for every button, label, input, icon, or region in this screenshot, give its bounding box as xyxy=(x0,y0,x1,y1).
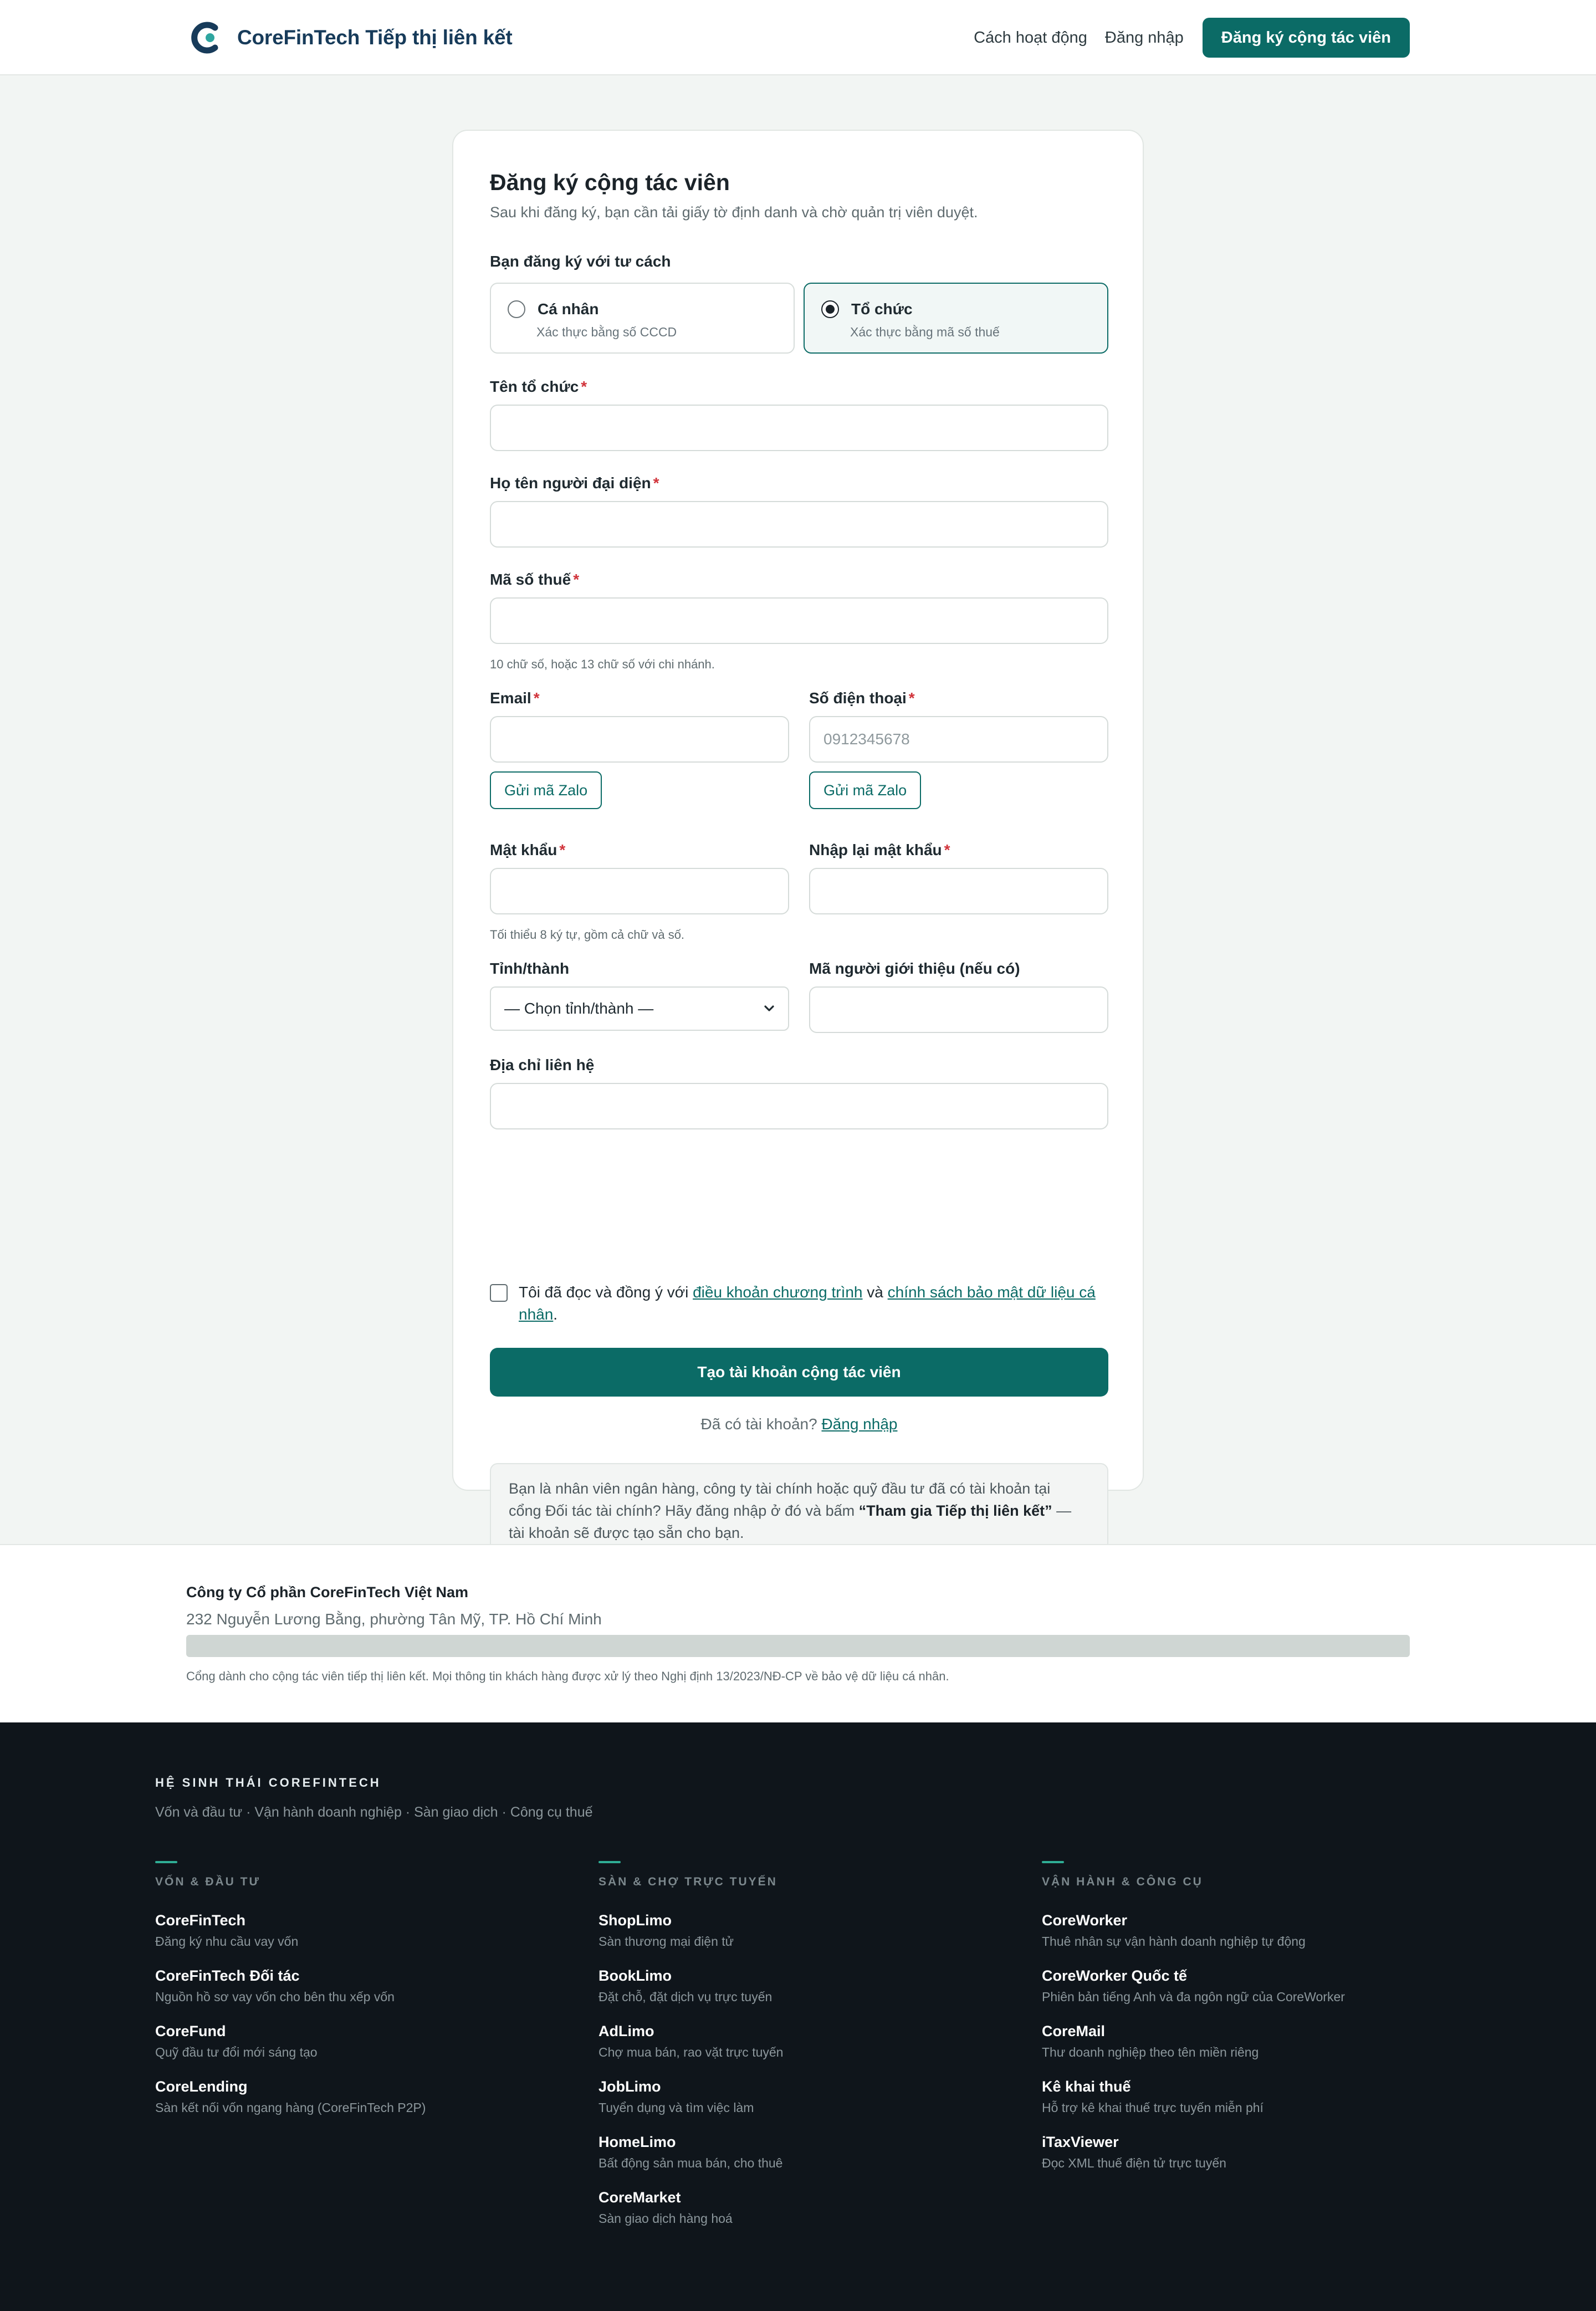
org-name-label xyxy=(490,378,587,396)
login-link[interactable]: Đăng nhập xyxy=(821,1415,898,1433)
ecosystem-item[interactable] xyxy=(155,1911,576,1951)
item-desc: Sàn giao dịch hàng hoá xyxy=(598,2211,733,2226)
item-desc: Chợ mua bán, rao vặt trực tuyến xyxy=(598,2045,784,2059)
province-label: Tỉnh/thành xyxy=(490,960,570,977)
terms-text xyxy=(519,1281,1108,1326)
item-name[interactable]: CoreLending xyxy=(155,2078,248,2095)
required-mark: * xyxy=(533,689,540,707)
required-mark: * xyxy=(944,841,950,858)
password-label xyxy=(490,841,565,859)
item-name[interactable]: CoreWorker Quốc tế xyxy=(1042,1967,1188,1984)
ecosystem-item[interactable] xyxy=(598,2077,1020,2117)
column-title: VẬN HÀNH & CÔNG CỤ xyxy=(1042,1875,1203,1888)
item-desc: Hỗ trợ kê khai thuế trực tuyến miễn phí xyxy=(1042,2100,1264,2115)
info-text-part: — tài khoản sẽ được tạo sẵn cho bạn. xyxy=(509,1502,1072,1541)
password-confirm-input[interactable] xyxy=(809,868,1108,914)
item-name[interactable]: CoreWorker xyxy=(1042,1912,1128,1929)
ecosystem-title: HỆ SINH THÁI COREFINTECH xyxy=(155,1776,381,1790)
item-name[interactable]: ShopLimo xyxy=(598,1912,672,1929)
ecosystem-item[interactable] xyxy=(155,1966,576,2006)
terms-program-link[interactable]: điều khoản chương trình xyxy=(693,1284,863,1301)
required-mark: * xyxy=(581,378,587,395)
ecosystem-item[interactable] xyxy=(155,2077,576,2117)
label-text: Mã số thuế xyxy=(490,571,571,588)
main-nav xyxy=(974,18,1410,58)
ecosystem-item[interactable] xyxy=(598,1966,1020,2006)
required-mark: * xyxy=(573,571,580,588)
company-address: 232 Nguyễn Lương Bằng, phường Tân Mỹ, TP. Hồ Chí Minh xyxy=(186,1610,602,1628)
role-label: Bạn đăng ký với tư cách xyxy=(490,253,671,270)
ecosystem-column-capital xyxy=(155,1861,576,2117)
ecosystem-subtitle: Vốn và đầu tư · Vận hành doanh nghiệp · Sàn giao dịch · Công cụ thuế xyxy=(155,1804,593,1820)
registration-card xyxy=(452,130,1144,1541)
ecosystem-column-operations xyxy=(1042,1861,1463,2172)
info-bold-text: “Tham gia Tiếp thị liên kết” xyxy=(858,1502,1052,1519)
required-mark: * xyxy=(653,474,659,492)
terms-suffix: . xyxy=(553,1306,558,1323)
ecosystem-item[interactable] xyxy=(1042,2022,1463,2062)
role-option-organization[interactable] xyxy=(804,283,1108,354)
form-title: Đăng ký cộng tác viên xyxy=(490,170,730,195)
label-text: Mật khẩu xyxy=(490,841,557,858)
role-title: Cá nhân xyxy=(538,300,599,318)
role-description: Xác thực bằng mã số thuế xyxy=(850,325,1000,339)
item-name[interactable]: AdLimo xyxy=(598,2023,654,2039)
org-name-input[interactable] xyxy=(490,405,1108,451)
role-title: Tổ chức xyxy=(851,300,913,318)
legal-divider-bar xyxy=(186,1635,1410,1657)
email-label xyxy=(490,689,540,707)
nav-login[interactable]: Đăng nhập xyxy=(1104,28,1184,47)
ecosystem-item[interactable] xyxy=(1042,2133,1463,2172)
ecosystem-item[interactable] xyxy=(1042,1966,1463,2006)
item-name[interactable]: CoreFinTech xyxy=(155,1912,246,1929)
phone-label xyxy=(809,689,915,707)
item-name[interactable]: CoreFinTech Đối tác xyxy=(155,1967,300,1984)
item-desc: Tuyển dụng và tìm việc làm xyxy=(598,2100,754,2115)
item-desc: Bất động sản mua bán, cho thuê xyxy=(598,2156,783,2170)
ecosystem-item[interactable] xyxy=(155,2022,576,2062)
role-option-individual[interactable] xyxy=(490,283,795,354)
role-description: Xác thực bằng số CCCD xyxy=(536,325,677,339)
email-send-zalo-button[interactable]: Gửi mã Zalo xyxy=(490,771,602,809)
required-mark: * xyxy=(559,841,566,858)
required-mark: * xyxy=(908,689,915,707)
item-desc: Thư doanh nghiệp theo tên miền riêng xyxy=(1042,2045,1259,2059)
item-name[interactable]: BookLimo xyxy=(598,1967,672,1984)
corefintech-logo-icon xyxy=(191,20,223,55)
item-desc: Đăng ký nhu cầu vay vốn xyxy=(155,1934,299,1949)
item-name[interactable]: CoreFund xyxy=(155,2023,226,2039)
column-accent-dash xyxy=(1042,1861,1064,1863)
tax-code-hint: 10 chữ số, hoặc 13 chữ số với chi nhánh. xyxy=(490,657,715,671)
label-text: Nhập lại mật khẩu xyxy=(809,841,942,858)
have-account-text xyxy=(490,1415,1108,1433)
tax-code-input[interactable] xyxy=(490,597,1108,644)
terms-prefix: Tôi đã đọc và đồng ý với xyxy=(519,1284,693,1301)
referral-code-input[interactable] xyxy=(809,986,1108,1033)
column-title: SÀN & CHỢ TRỰC TUYẾN xyxy=(598,1875,777,1888)
nav-how-it-works[interactable]: Cách hoạt động xyxy=(974,28,1087,47)
address-label: Địa chỉ liên hệ xyxy=(490,1056,595,1073)
item-name[interactable]: JobLimo xyxy=(598,2078,661,2095)
label-text: Email xyxy=(490,689,531,707)
legal-footer xyxy=(0,1544,1596,1722)
label-text: Số điện thoại xyxy=(809,689,907,707)
privacy-policy-link[interactable]: chính sách bảo mật dữ liệu cá nhân xyxy=(519,1284,1096,1323)
item-desc: Đọc XML thuế điện tử trực tuyến xyxy=(1042,2156,1226,2170)
province-select-value: — Chọn tỉnh/thành — xyxy=(504,1000,654,1017)
chevron-down-icon xyxy=(761,1001,777,1016)
address-input[interactable] xyxy=(490,1083,1108,1129)
item-name[interactable]: HomeLimo xyxy=(598,2134,676,2150)
rep-name-input[interactable] xyxy=(490,501,1108,548)
item-desc: Sàn thương mại điện tử xyxy=(598,1934,734,1949)
province-select[interactable] xyxy=(490,986,789,1031)
top-navigation-bar xyxy=(0,0,1596,75)
register-affiliate-button[interactable]: Đăng ký cộng tác viên xyxy=(1203,18,1410,58)
item-desc: Thuê nhân sự vận hành doanh nghiệp tự động xyxy=(1042,1934,1306,1949)
item-desc: Phiên bản tiếng Anh và đa ngôn ngữ của CoreWorker xyxy=(1042,1990,1345,2004)
item-name[interactable]: CoreMarket xyxy=(598,2189,681,2206)
ecosystem-item[interactable] xyxy=(1042,2077,1463,2117)
referral-label: Mã người giới thiệu (nếu có) xyxy=(809,960,1020,977)
phone-send-zalo-button[interactable]: Gửi mã Zalo xyxy=(809,771,921,809)
item-desc: Quỹ đầu tư đổi mới sáng tạo xyxy=(155,2045,318,2059)
tax-code-label xyxy=(490,571,579,589)
item-name[interactable]: CoreMail xyxy=(1042,2023,1106,2039)
have-account-label: Đã có tài khoản? xyxy=(700,1415,817,1433)
ecosystem-item[interactable] xyxy=(1042,1911,1463,1951)
email-input[interactable] xyxy=(490,716,789,763)
item-desc: Đặt chỗ, đặt dịch vụ trực tuyến xyxy=(598,1990,773,2004)
privacy-note: Cổng dành cho cộng tác viên tiếp thị liên kết. Mọi thông tin khách hàng được xử lý theo Nghị định 13/2023/NĐ-CP về bảo vệ dữ liệu cá nhân. xyxy=(186,1669,949,1683)
radio-icon[interactable] xyxy=(821,300,839,318)
column-title: VỐN & ĐẦU TƯ xyxy=(155,1875,260,1888)
password-hint: Tối thiểu 8 ký tự, gồm cả chữ và số. xyxy=(490,928,685,942)
terms-checkbox[interactable] xyxy=(490,1284,508,1302)
rep-name-label xyxy=(490,474,659,492)
info-text-part: Bạn là nhân viên ngân hàng, công ty tài chính hoặc quỹ đầu tư đã có tài khoản tại cổng Đối tác tài chính? Hãy đăng nhập ở đó và bấm xyxy=(509,1480,1051,1519)
ecosystem-footer xyxy=(0,1722,1596,2311)
partner-portal-info-text xyxy=(509,1477,1085,1544)
ecosystem-item[interactable] xyxy=(598,1911,1020,1951)
label-text: Tên tổ chức xyxy=(490,378,579,395)
password-confirm-label xyxy=(809,841,950,859)
create-account-button[interactable]: Tạo tài khoản cộng tác viên xyxy=(490,1348,1108,1397)
item-desc: Sàn kết nối vốn ngang hàng (CoreFinTech P2P) xyxy=(155,2100,426,2115)
company-name: Công ty Cổ phần CoreFinTech Việt Nam xyxy=(186,1584,469,1601)
ecosystem-item[interactable] xyxy=(598,2022,1020,2062)
terms-and: và xyxy=(862,1284,888,1301)
label-text: Họ tên người đại diện xyxy=(490,474,651,492)
item-desc: Nguồn hồ sơ vay vốn cho bên thu xếp vốn xyxy=(155,1990,395,2004)
brand[interactable] xyxy=(191,19,513,57)
ecosystem-column-marketplaces xyxy=(598,1861,1020,2228)
column-accent-dash xyxy=(155,1861,177,1863)
column-accent-dash xyxy=(598,1861,621,1863)
radio-icon[interactable] xyxy=(508,300,525,318)
item-name[interactable]: iTaxViewer xyxy=(1042,2134,1119,2150)
item-name[interactable]: Kê khai thuế xyxy=(1042,2078,1131,2095)
ecosystem-item[interactable] xyxy=(598,2188,1020,2228)
phone-input[interactable] xyxy=(809,716,1108,763)
brand-name: CoreFinTech Tiếp thị liên kết xyxy=(237,26,513,49)
ecosystem-item[interactable] xyxy=(598,2133,1020,2172)
password-input[interactable] xyxy=(490,868,789,914)
form-subtitle: Sau khi đăng ký, bạn cần tải giấy tờ định danh và chờ quản trị viên duyệt. xyxy=(490,204,978,221)
